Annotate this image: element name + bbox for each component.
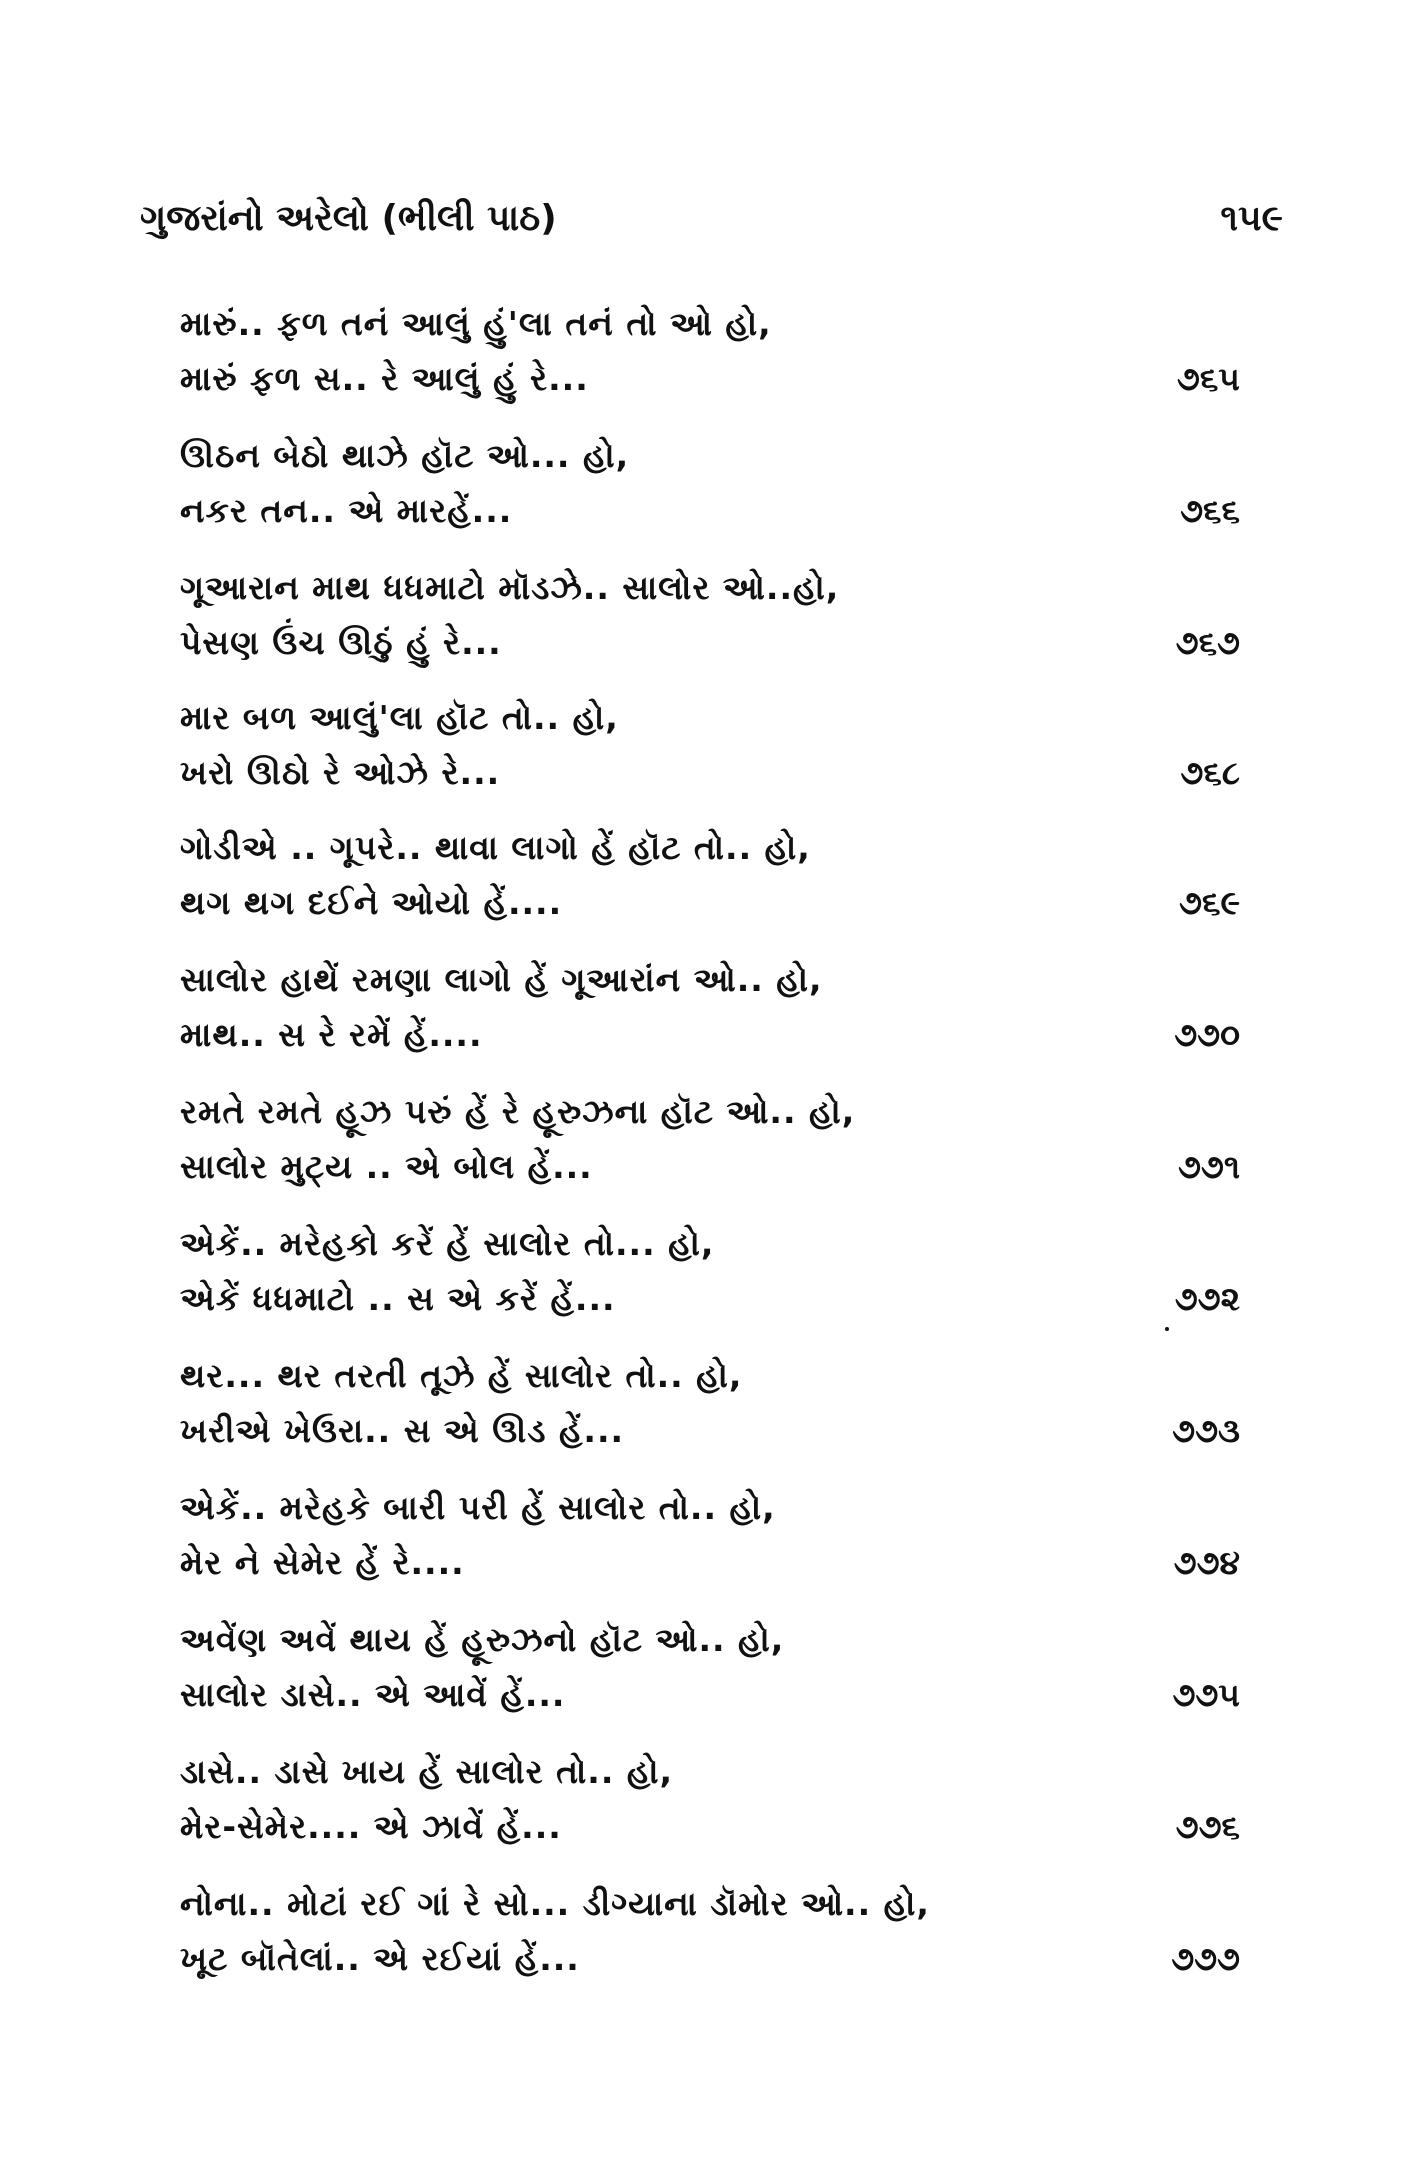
stanza — [180, 1348, 1240, 1480]
verse-line: ઊઠન બેઠો થાઝે હૉટ ઓ... હો, — [180, 436, 630, 475]
print-speck — [1165, 1327, 1169, 1331]
stanza — [180, 428, 1240, 560]
verse-line: એકેં ધધમાટો .. સ એ કરેં હેં... — [180, 1279, 616, 1318]
verse-number: ૭૭૫ — [1172, 1675, 1240, 1714]
verse-line: માર બળ આલું'લા હૉટ તો.. હો, — [180, 698, 619, 737]
verse-number: ૭૭૧ — [1177, 1147, 1240, 1186]
stanza — [180, 690, 1240, 820]
verse-number: ૭૭૦ — [1174, 1015, 1240, 1054]
verse-number: ૭૬૫ — [1176, 359, 1240, 398]
verse-line: ખરીએ ખેઉરા.. સ એ ઊડ હેં... — [180, 1411, 625, 1450]
verse-line: સાલોર હાથેં રમણા લાગો હેં ગૂઆરાંન ઓ.. હો, — [180, 960, 823, 999]
verse-number: ૭૭૬ — [1175, 1807, 1240, 1846]
verse-number: ૭૭૩ — [1172, 1411, 1240, 1450]
verse-number: ૭૬૮ — [1180, 753, 1240, 792]
verse-line: મેર-સેમેર.... એ ઝાવેં હેં... — [180, 1807, 562, 1846]
verse-line: એકેં.. મરેહકો કરેં હેં સાલોર તો... હો, — [180, 1224, 715, 1263]
verse-line: થગ થગ દઈને ઓયો હેં.... — [180, 883, 563, 922]
verse-line: મારું ફળ સ.. રે આલું હું રે... — [180, 359, 589, 398]
verse-line: મેર ને સેમેર હેં રે.... — [180, 1543, 465, 1582]
verse-line: એકેં.. મરેહકે બારી પરી હેં સાલોર તો.. હો, — [180, 1488, 776, 1527]
verse-line: થર... થર તરતી તૂઝે હેં સાલોર તો.. હો, — [180, 1356, 743, 1395]
verse-number: ૭૭૭ — [1171, 1939, 1240, 1978]
stanza — [180, 1876, 1240, 2008]
stanza — [180, 1216, 1240, 1348]
verse-list — [180, 296, 1240, 2008]
stanza — [180, 1084, 1240, 1216]
verse-number: ૭૭૨ — [1174, 1279, 1240, 1318]
verse-number: ૭૭૪ — [1173, 1543, 1240, 1582]
page-number: ૧૫૯ — [1220, 198, 1283, 239]
verse-line: ગોડીએ .. ગૂપરે.. થાવા લાગો હેં હૉટ તો.. હો, — [180, 828, 811, 867]
verse-line: માથ.. સ રે રમેં હેં.... — [180, 1015, 483, 1054]
page-header — [140, 198, 1283, 258]
verse-line: ડાસે.. ડાસે ખાય હેં સાલોર તો.. હો, — [180, 1752, 674, 1791]
verse-number: ૭૬૬ — [1180, 491, 1240, 530]
stanza — [180, 952, 1240, 1084]
verse-line: સાલોર મુટ્ય .. એ બોલ હેં... — [180, 1147, 593, 1186]
stanza — [180, 1480, 1240, 1612]
stanza — [180, 1612, 1240, 1744]
verse-number: ૭૬૭ — [1175, 623, 1240, 662]
verse-line: મારું.. ફળ તનં આલું હું'લા તનં તો ઓ હો, — [180, 304, 772, 343]
verse-line: અવેંણ અવેં થાય હેં હૂરુઝનો હૉટ ઓ.. હો, — [180, 1620, 785, 1659]
verse-line: પેસણ ઉંચ ઊઠું હું રે... — [180, 623, 502, 662]
verse-line: રમતે રમતે હૂઝ પરું હેં રે હૂરુઝના હૉટ ઓ.. હો, — [180, 1092, 856, 1131]
verse-line: ગૂઆરાન માથ ધધમાટો મૉડઝે.. સાલોર ઓ..હો, — [180, 568, 840, 607]
stanza — [180, 820, 1240, 952]
running-title: ગુજરાંનો અરેલો (ભીલી પાઠ) — [140, 198, 557, 239]
stanza — [180, 560, 1240, 690]
verse-line: નોના.. મોટાં રઈ ગાં રે સો... ડીગ્યાના ડૉમોર ઓ.. હો, — [180, 1884, 930, 1923]
verse-line: ખરો ઊઠો રે ઓઝે રે... — [180, 753, 501, 792]
verse-line: નકર તન.. એ મારહેં... — [180, 491, 513, 530]
verse-line: સાલોર ડાસે.. એ આવેં હેં... — [180, 1675, 566, 1714]
stanza — [180, 1744, 1240, 1876]
verse-number: ૭૬૯ — [1179, 883, 1240, 922]
stanza — [180, 296, 1240, 428]
verse-line: ખૂટ બૉતેલાં.. એ રઈયાં હેં... — [180, 1939, 580, 1978]
